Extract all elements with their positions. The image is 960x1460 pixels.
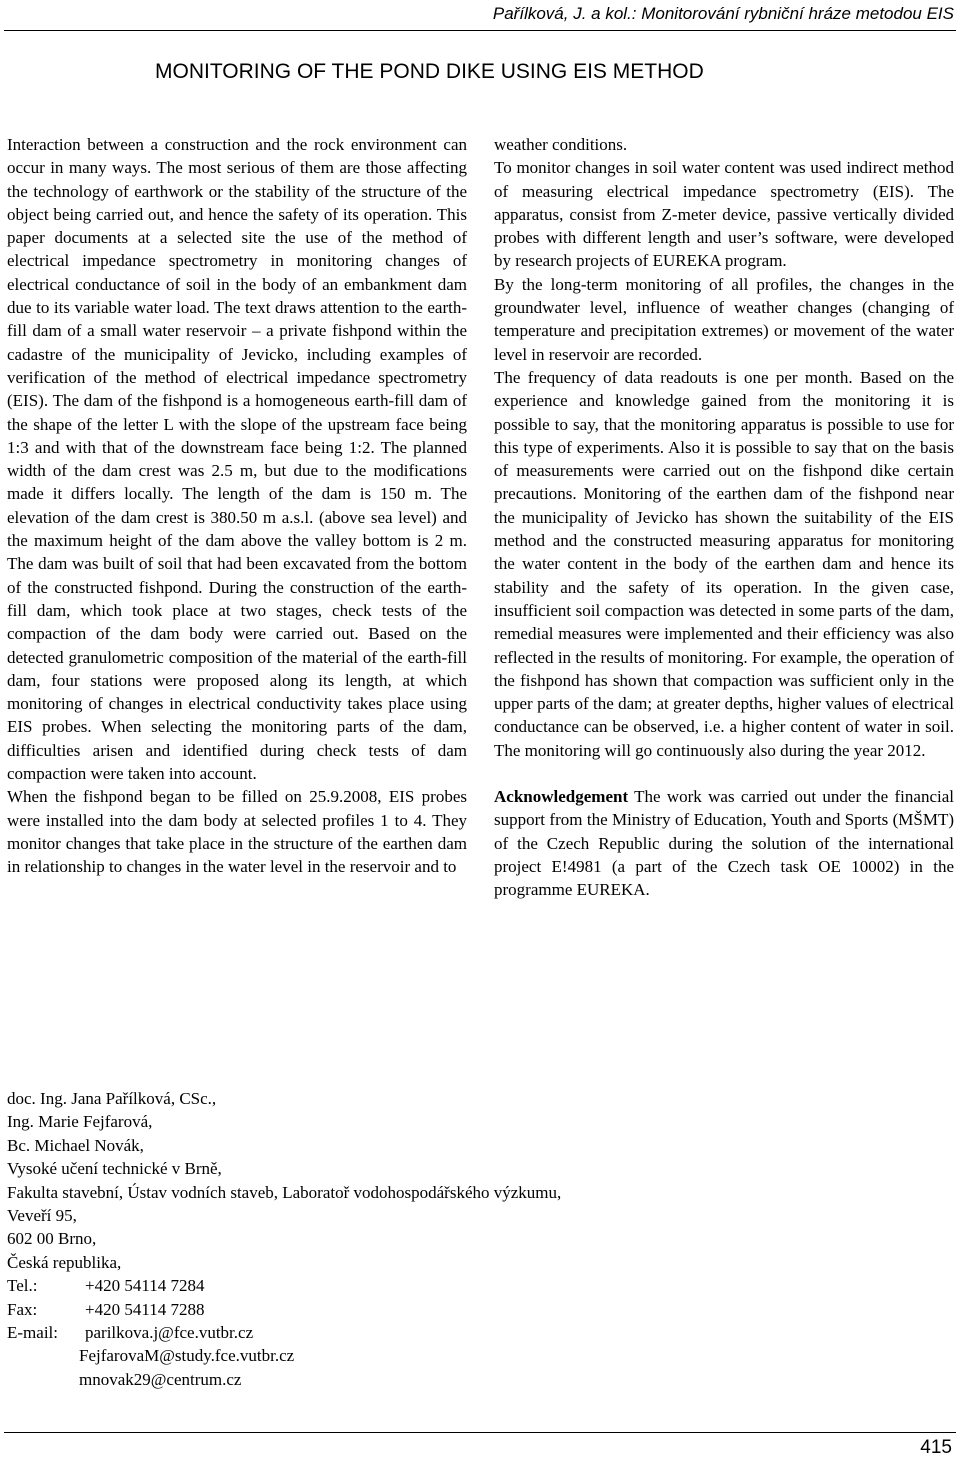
body-paragraph: The frequency of data readouts is one per month. Based on the experience and knowledge gained from the monitoring it is possible to say, that the monitoring apparatus is possible to use for this type of experiments. Also it is possible to say that on the basis of measurements were carried out on the fishpond dike certain precautions. Monitoring of the earthen dam of the fishpond near the municipality of Jevicko has shown the suitability of the EIS method and the constructed measuring apparatus for monitoring the water content in the body of the earthen dam and hence its stability and the safety of its operation. In the given case, insufficient soil compaction was detected in some parts of the dam, remedial measures were implemented and their efficiency was also reflected in the results of monitoring. For example, the operation of the fishpond has shown that compaction was sufficient only in the upper parts of the dam; at greater depths, higher values of electrical conductance can be observed, i.e. a higher content of water in soil. The monitoring will go continuously also during the year 2012. (494, 367, 954, 760)
body-paragraph: To monitor changes in soil water content was used indirect method of measuring electrical impedance spectrometry (EIS). The apparatus, consist from Z-meter device, passive vertically divided probes with different length and user’s software, were developed by research projects of EUREKA program. (494, 158, 954, 271)
paragraph-spacer (494, 762, 954, 785)
faculty-name: Fakulta stavební, Ústav vodních staveb, Laboratoř vodohospodářského výzkumu, (7, 1182, 562, 1202)
page-number: 415 (920, 1437, 952, 1458)
author-affiliation (7, 1087, 727, 1391)
street-address: Veveří 95, (7, 1206, 77, 1226)
email-address[interactable]: mnovak29@centrum.cz (79, 1369, 242, 1389)
city-address: 602 00 Brno, (7, 1229, 97, 1249)
footer-divider (4, 1432, 956, 1433)
phone-number: +420 54114 7284 (85, 1276, 205, 1296)
body-paragraph: weather conditions. (494, 135, 628, 154)
email-address[interactable]: FejfarovaM@study.fce.vutbr.cz (79, 1346, 295, 1366)
acknowledgement (494, 785, 954, 901)
acknowledgement-heading: Acknowledgement (494, 787, 629, 807)
author-name: doc. Ing. Jana Pařílková, CSc., (7, 1089, 217, 1108)
author-name: Bc. Michael Novák, (7, 1135, 144, 1155)
fax-line (7, 1298, 727, 1321)
phone-line (7, 1274, 727, 1297)
fax-label: Fax: (7, 1299, 38, 1319)
phone-label: Tel.: (7, 1276, 38, 1296)
email-line (7, 1344, 727, 1367)
author-name: Ing. Marie Fejfarová, (7, 1112, 153, 1132)
fax-number: +420 54114 7288 (85, 1299, 205, 1319)
running-header: Pařílková, J. a kol.: Monitorování rybniční hráze metodou EIS (492, 4, 954, 23)
email-address[interactable]: parilkova.j@fce.vutbr.cz (85, 1323, 254, 1343)
left-column (7, 133, 467, 879)
email-line (7, 1321, 727, 1344)
body-paragraph: By the long-term monitoring of all profiles, the changes in the groundwater level, influence of weather changes (changing of temperature and precipitation extremes) or movement of the water level in reservoir are recorded. (494, 274, 954, 364)
email-line (7, 1368, 727, 1391)
body-paragraph: Interaction between a construction and the rock environment can occur in many ways. The most serious of them are those affecting the technology of earthwork or the stability of the structure of the object being carried out, and hence the safety of its operation. This paper documents at a selected site the use of the method of electrical impedance spectrometry in monitoring changes of electrical conductance of soil in the body of an embankment dam due to its variable water load. The text draws attention to the earth-fill dam of a small water reservoir – a private fishpond within the cadastre of the municipality of Jevicko, including examples of verification of the method of electrical impedance spectrometry (EIS). The dam of the fishpond is a homogeneous earth-fill dam of the shape of the letter L with the slope of the upstream face being 1:3 and with that of the downstream face being 1:2. The planned width of the dam crest was 2.5 m, but due to the modifications made it differs locally. The length of the dam is 150 m. The elevation of the dam crest is 380.50 m a.s.l. (above sea level) and the maximum height of the dam above the valley bottom is 2 m. The dam was built of soil that had been excavated from the bottom of the constructed fishpond. During the construction of the earth-fill dam, which took place at two stages, check tests of the compaction of the dam body were carried out. Based on the detected granulometric composition of the material of the earth-fill dam, four stations were proposed along its length, at which monitoring of changes in electrical conductivity takes place using EIS probes. When selecting the monitoring parts of the dam, difficulties arisen and identified during check tests of dam compaction were taken into account. (7, 135, 467, 784)
acknowledgement-text: The work was carried out under the financial support from the Ministry of Education, Youth and Sports (MŠMT) of the Czech Republic during the solution of the international project E!4981 (a part of the Czech task OE 10002) in the programme EUREKA. (494, 787, 954, 900)
header-divider (4, 30, 956, 31)
email-label: E-mail: (7, 1323, 58, 1343)
university-name: Vysoké učení technické v Brně, (7, 1159, 222, 1179)
body-paragraph: When the fishpond began to be filled on 25.9.2008, EIS probes were installed into the dam body at selected profiles 1 to 4. They monitor changes that take place in the structure of the earthen dam in relationship to changes in the water level in the reservoir and to (7, 787, 467, 877)
right-column (494, 133, 954, 902)
country-name: Česká republika, (7, 1252, 122, 1272)
paper-title: MONITORING OF THE POND DIKE USING EIS METHOD (155, 60, 704, 83)
